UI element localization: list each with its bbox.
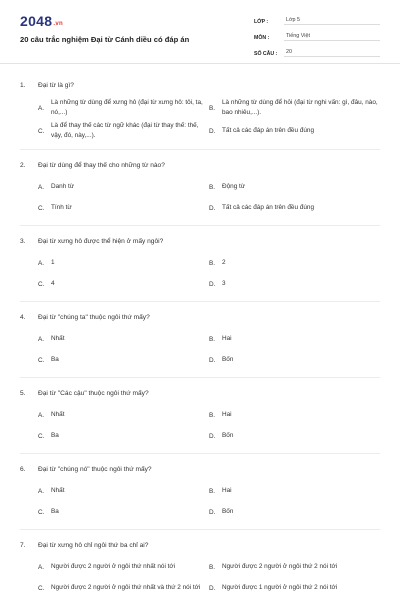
option-letter: A. bbox=[38, 411, 45, 419]
option-text: Ba bbox=[51, 356, 59, 363]
option-letter: A. bbox=[38, 104, 45, 112]
option-letter: D. bbox=[209, 432, 216, 440]
question-prompt: Đại từ "chúng ta" thuộc ngôi thứ mấy? bbox=[38, 313, 150, 321]
option-text: 3 bbox=[222, 280, 226, 287]
meta-row-grade bbox=[254, 12, 380, 25]
option-letter: C. bbox=[38, 584, 45, 592]
option-letter: C. bbox=[38, 280, 45, 288]
answer-options bbox=[20, 330, 380, 372]
answer-option[interactable] bbox=[209, 330, 380, 348]
question-number: 5. bbox=[20, 389, 26, 397]
option-letter: B. bbox=[209, 563, 216, 571]
meta-value: 20 bbox=[284, 49, 380, 57]
question-5 bbox=[20, 386, 380, 448]
option-text: Ba bbox=[51, 508, 59, 515]
question-text bbox=[20, 538, 380, 552]
question-4 bbox=[20, 310, 380, 372]
answer-option[interactable] bbox=[209, 482, 380, 500]
question-prompt: Đại từ dùng để thay thế cho những từ nào? bbox=[38, 161, 165, 169]
option-text: Nhất bbox=[51, 487, 65, 494]
option-letter: A. bbox=[38, 487, 45, 495]
answer-option[interactable] bbox=[38, 199, 209, 217]
question-text bbox=[20, 158, 380, 172]
option-text: Người được 1 người ở ngôi thứ 2 nói tới bbox=[222, 584, 338, 591]
answer-option[interactable] bbox=[38, 275, 209, 293]
answer-option[interactable] bbox=[209, 351, 380, 369]
option-letter: C. bbox=[38, 127, 45, 135]
question-divider bbox=[20, 529, 380, 530]
question-2 bbox=[20, 158, 380, 220]
option-letter: C. bbox=[38, 356, 45, 364]
option-text: Hai bbox=[222, 411, 232, 418]
question-prompt: Đại từ xưng hô chỉ ngôi thứ ba chỉ ai? bbox=[38, 541, 149, 549]
answer-option[interactable] bbox=[209, 254, 380, 272]
option-text: Danh từ bbox=[51, 183, 75, 190]
answer-options bbox=[20, 98, 380, 144]
question-divider bbox=[20, 377, 380, 378]
question-number: 3. bbox=[20, 237, 26, 245]
question-7 bbox=[20, 538, 380, 600]
meta-value: Tiếng Việt bbox=[284, 33, 380, 41]
option-letter: B. bbox=[209, 259, 216, 267]
option-letter: D. bbox=[209, 280, 216, 288]
answer-option[interactable] bbox=[209, 98, 380, 118]
meta-label: MÔN : bbox=[254, 35, 270, 41]
question-text bbox=[20, 78, 380, 92]
option-text: Người được 2 người ở ngôi thứ nhất nói tới bbox=[51, 563, 176, 570]
question-divider bbox=[20, 149, 380, 150]
option-letter: A. bbox=[38, 259, 45, 267]
meta-label: LỚP : bbox=[254, 19, 269, 25]
question-divider bbox=[20, 225, 380, 226]
option-letter: A. bbox=[38, 335, 45, 343]
option-text: Nhất bbox=[51, 411, 65, 418]
option-text: Bốn bbox=[222, 356, 234, 363]
answer-options bbox=[20, 254, 380, 296]
question-prompt: Đại từ "Các cậu" thuộc ngôi thứ mấy? bbox=[38, 389, 149, 397]
question-number: 1. bbox=[20, 81, 26, 89]
answer-option[interactable] bbox=[209, 579, 380, 597]
question-text bbox=[20, 462, 380, 476]
option-text: Người được 2 người ở ngôi thứ 2 nói tới bbox=[222, 563, 338, 570]
answer-option[interactable] bbox=[38, 121, 209, 141]
logo-suffix: .vn bbox=[53, 21, 63, 27]
question-1 bbox=[20, 78, 380, 144]
option-text: Động từ bbox=[222, 183, 246, 190]
option-text: Là những từ dùng để hỏi (đại từ nghi vấn: gì, đâu, nào, bao nhiêu,...). bbox=[222, 99, 378, 116]
option-text: Là để thay thế các từ ngữ khác (đại từ thay thế: thế, vậy, đó, này,...). bbox=[51, 122, 199, 139]
option-letter: D. bbox=[209, 584, 216, 592]
answer-option[interactable] bbox=[38, 406, 209, 424]
option-letter: C. bbox=[38, 432, 45, 440]
question-prompt: Đại từ là gì? bbox=[38, 81, 74, 89]
meta-value: Lớp 5 bbox=[284, 17, 380, 25]
option-text: Ba bbox=[51, 432, 59, 439]
question-3 bbox=[20, 234, 380, 296]
option-text: Bốn bbox=[222, 432, 234, 439]
answer-option[interactable] bbox=[209, 406, 380, 424]
question-number: 6. bbox=[20, 465, 26, 473]
option-letter: B. bbox=[209, 487, 216, 495]
option-letter: A. bbox=[38, 563, 45, 571]
option-text: Bốn bbox=[222, 508, 234, 515]
document-title: 20 câu trắc nghiệm Đại từ Cánh diều có đáp án bbox=[20, 35, 190, 44]
question-divider bbox=[20, 453, 380, 454]
question-number: 7. bbox=[20, 541, 26, 549]
answer-option[interactable] bbox=[209, 178, 380, 196]
answer-options bbox=[20, 406, 380, 448]
answer-option[interactable] bbox=[209, 427, 380, 445]
answer-option[interactable] bbox=[209, 199, 380, 217]
option-text: Người được 2 người ở ngôi thứ nhất và thứ 2 nói tới bbox=[51, 584, 201, 591]
option-letter: B. bbox=[209, 335, 216, 343]
option-letter: C. bbox=[38, 204, 45, 212]
answer-option[interactable] bbox=[209, 558, 380, 576]
option-text: Hai bbox=[222, 487, 232, 494]
option-text: Tất cả các đáp án trên đều đúng bbox=[222, 127, 315, 134]
question-number: 4. bbox=[20, 313, 26, 321]
answer-option[interactable] bbox=[209, 503, 380, 521]
question-text bbox=[20, 386, 380, 400]
option-letter: A. bbox=[38, 183, 45, 191]
option-text: Nhất bbox=[51, 335, 65, 342]
question-list bbox=[20, 78, 380, 600]
question-prompt: Đại từ xưng hô được thể hiện ở mấy ngôi? bbox=[38, 237, 164, 245]
option-letter: C. bbox=[38, 508, 45, 516]
meta-label: SỐ CÂU : bbox=[254, 51, 278, 57]
option-text: 1 bbox=[51, 259, 55, 266]
option-letter: D. bbox=[209, 204, 216, 212]
question-divider bbox=[20, 301, 380, 302]
document-header bbox=[0, 0, 400, 64]
answer-option[interactable] bbox=[38, 178, 209, 196]
answer-option[interactable] bbox=[209, 121, 380, 141]
answer-options bbox=[20, 482, 380, 524]
logo-main: 2048 bbox=[20, 13, 53, 29]
option-text: Là những từ dùng để xưng hô (đại từ xưng hô: tôi, ta, nó,...) bbox=[51, 99, 203, 116]
question-text bbox=[20, 310, 380, 324]
question-number: 2. bbox=[20, 161, 26, 169]
option-letter: D. bbox=[209, 127, 216, 135]
option-letter: D. bbox=[209, 508, 216, 516]
meta-row-count bbox=[254, 44, 380, 57]
option-text: 2 bbox=[222, 259, 226, 266]
answer-option[interactable] bbox=[38, 427, 209, 445]
option-text: 4 bbox=[51, 280, 55, 287]
answer-option[interactable] bbox=[38, 98, 209, 118]
question-6 bbox=[20, 462, 380, 524]
option-text: Tính từ bbox=[51, 204, 72, 211]
answer-option[interactable] bbox=[38, 254, 209, 272]
answer-option[interactable] bbox=[38, 558, 209, 576]
answer-option[interactable] bbox=[38, 351, 209, 369]
question-prompt: Đại từ "chúng nó" thuộc ngôi thứ mấy? bbox=[38, 465, 152, 473]
answer-option[interactable] bbox=[38, 503, 209, 521]
question-text bbox=[20, 234, 380, 248]
answer-option[interactable] bbox=[38, 330, 209, 348]
option-letter: B. bbox=[209, 104, 216, 112]
option-text: Hai bbox=[222, 335, 232, 342]
answer-options bbox=[20, 178, 380, 220]
meta-row-subject bbox=[254, 28, 380, 41]
answer-options bbox=[20, 558, 380, 600]
option-letter: D. bbox=[209, 356, 216, 364]
site-logo[interactable] bbox=[20, 13, 63, 29]
option-text: Tất cả các đáp án trên đều đúng bbox=[222, 204, 315, 211]
option-letter: B. bbox=[209, 183, 216, 191]
option-letter: B. bbox=[209, 411, 216, 419]
document-meta bbox=[254, 12, 380, 60]
answer-option[interactable] bbox=[38, 579, 209, 597]
answer-option[interactable] bbox=[38, 482, 209, 500]
answer-option[interactable] bbox=[209, 275, 380, 293]
